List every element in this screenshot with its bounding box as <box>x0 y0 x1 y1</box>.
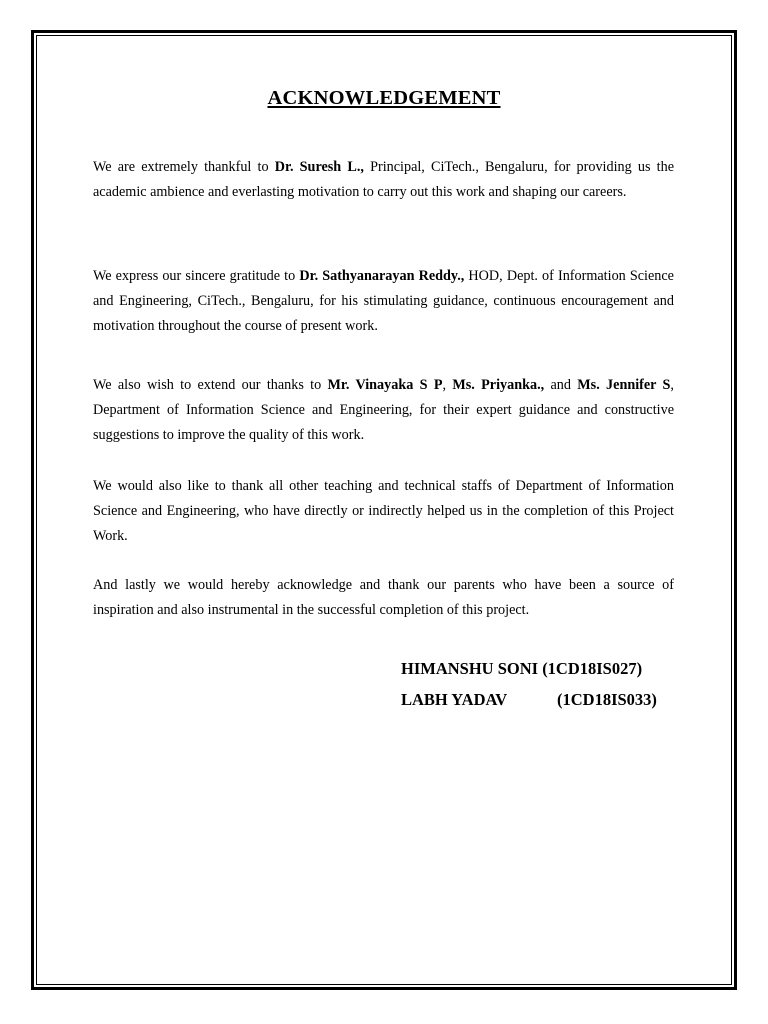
page-title: ACKNOWLEDGEMENT <box>267 87 501 109</box>
signature-line-1 <box>401 659 642 679</box>
signature-line-2 <box>401 690 657 710</box>
paragraph-staff: We would also like to thank all other teaching and technical staffs of Department of Information Science and Engineering, who have directly or indirectly helped us in the completion of this Project Work. <box>93 478 674 544</box>
paragraph-parents: And lastly we would hereby acknowledge and thank our parents who have been a source of inspiration and also instrumental in the successful completion of this project. <box>93 577 674 618</box>
hod-name: Dr. Sathyanarayan Reddy., <box>299 268 465 284</box>
paragraph-hod: We express our sincere gratitude to Dr. Sathyanarayan Reddy., HOD, Dept. of Information Science and Engineering, CiTech., Bengaluru, for his stimulating guidance, continuous encouragement and motivation throughout the course of present work. <box>93 268 674 334</box>
paragraph-guides: We also wish to extend our thanks to Mr. Vinayaka S P, Ms. Priyanka., and Ms. Jennifer S, Department of Information Science and Engineering, for their expert guidance and constructive suggestions to improve the quality of this work. <box>93 377 674 443</box>
signature-name: LABH YADAV <box>401 690 508 709</box>
guide-name-3: Ms. Jennifer S <box>577 377 671 393</box>
principal-name: Dr. Suresh L., <box>274 159 364 175</box>
guide-name-2: Ms. Priyanka., <box>452 377 545 393</box>
paragraph-principal: We are extremely thankful to Dr. Suresh L., Principal, CiTech., Bengaluru, for providing us the academic ambience and everlasting motivation to carry out this work and shaping our careers. <box>93 159 674 200</box>
signature-usn: (1CD18IS027) <box>542 659 643 678</box>
signature-name: HIMANSHU SONI <box>401 659 539 678</box>
signature-usn: (1CD18IS033) <box>557 690 657 709</box>
guide-name-1: Mr. Vinayaka S P <box>327 377 443 393</box>
